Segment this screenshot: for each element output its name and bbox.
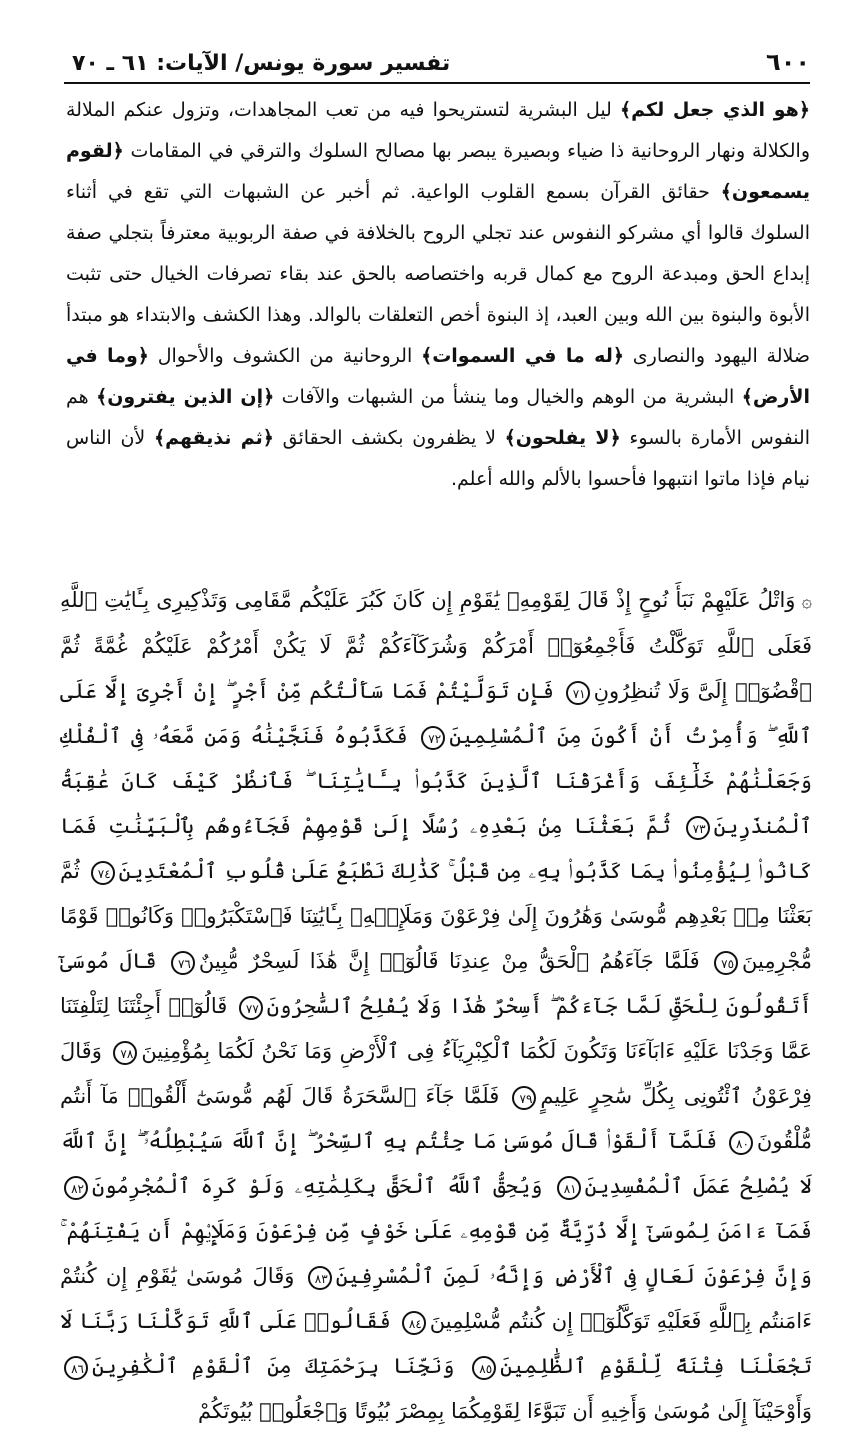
verse-text: فَلَمَّا جَآءَ ٱلسَّحَرَةُ قَالَ لَهُم مُّوسَىٰٓ أَلْقُوا۟ مَآ أَنتُم مُّلْقُونَ (60, 1084, 812, 1153)
quoted-verse: ﴿له ما في السموات﴾ (421, 345, 624, 367)
ayah-number-marker: ٨٢ (64, 1176, 88, 1200)
verse-text: قَالُوٓا۟ أَجِئْتَنَا لِتَلْفِتَنَا عَمَّا وَجَدْنَا عَلَيْهِ ءَابَآءَنَا وَتَكُونَ لَكُمَا ٱلْكِبْرِيَآءُ فِى ٱلْأَرْضِ وَمَا نَحْنُ لَكُمَا بِمُؤْمِنِينَ (60, 994, 812, 1063)
page-header (72, 36, 810, 82)
verse-text: ثُمَّ بَعَثْنَا مِنۢ بَعْدِهِۦ رُسُلًا إِلَىٰ قَوْمِهِمْ فَجَآءُوهُم بِٱلْبَيِّنَٰتِ فَمَا كَانُوا۟ لِيُؤْمِنُوا۟ بِمَا كَذَّبُوا۟ بِهِۦ مِن قَبْلُ ۚ كَذَٰلِكَ نَطْبَعُ عَلَىٰ قُلُوبِ ٱلْمُعْتَدِينَ (60, 814, 812, 883)
quran-paragraph (60, 578, 812, 1434)
page-number: ٦٠٠ (766, 48, 810, 76)
commentary-segment: الروحانية من الكشوف والأحوال (148, 345, 422, 367)
ayah-number-marker: ٨٤ (402, 1311, 426, 1335)
verse-text: وَيُحِقُّ ٱللَّهُ ٱلْحَقَّ بِكَلِمَٰتِهِۦ وَلَوْ كَرِهَ ٱلْمُجْرِمُونَ (92, 1174, 543, 1198)
verse-text: وَقَالَ مُوسَىٰ يَٰقَوْمِ إِن كُنتُمْ ءَامَنتُم بِٱللَّهِ فَعَلَيْهِ تَوَكَّلُوٓا۟ إِن كُنتُم مُّسْلِمِينَ (60, 1264, 812, 1333)
commentary-segment: لا يظفرون بكشف الحقائق (273, 427, 505, 449)
verse-text: وَقَالَ فِرْعَوْنُ ٱئْتُونِى بِكُلِّ سَٰحِرٍ عَلِيمٍ (60, 1039, 812, 1108)
verse-text: وَنَجِّنَا بِرَحْمَتِكَ مِنَ ٱلْقَوْمِ ٱلْكَٰفِرِينَ (92, 1354, 455, 1378)
ayah-number-marker: ٧٦ (171, 951, 195, 975)
ayah-number-marker: ٨٦ (64, 1356, 88, 1380)
commentary-segment: حقائق القرآن بسمع القلوب الواعية. ثم أخبر عن الشبهات التي تقع في أثناء السلوك قالوا أي مشركو النفوس عند تجلي الروح بالخلافة في صفة الربوبية معترفاً بتجلي صفة إبداع الحق ومبدعة الروح مع كمال قربه واختصاصه بالحق عند بقاء تصرفات الخيال حتى تثبت الأبوة والبنوة بين الله وبين العبد، إذ البنوة أخص التعلقات بالوالد. وهذا الكشف والابتداء هو مبتدأ ضلالة اليهود والنصارى (66, 181, 810, 367)
commentary-text (66, 90, 810, 500)
verse-text: وَأَوْحَيْنَآ إِلَىٰ مُوسَىٰ وَأَخِيهِ أَن تَبَوَّءَا لِقَوْمِكُمَا بِمِصْرَ بُيُوتًا وَٱجْعَلُوا۟ بُيُوتَكُمْ (197, 1399, 812, 1423)
ayah-number-marker: ٨٥ (472, 1356, 496, 1380)
ayah-number-marker: ٨٣ (308, 1266, 332, 1290)
commentary-paragraph (66, 90, 810, 500)
verse-text: فَلَمَّآ أَلْقَوْا۟ قَالَ مُوسَىٰ مَا جِئْتُم بِهِ ٱلسِّحْرُ ۖ إِنَّ ٱللَّهَ سَيُبْطِلُهُۥٓ ۖ إِنَّ ٱللَّهَ لَا يُصْلِحُ عَمَلَ ٱلْمُفْسِدِينَ (60, 1129, 812, 1198)
ayah-number-marker: ٧٣ (686, 816, 710, 840)
quran-text-block (60, 578, 812, 1434)
running-title: تفسير سورة يونس/ الآيات: ٦١ ـ ٧٠ (72, 51, 451, 76)
ayah-number-marker: ٨٠ (729, 1131, 753, 1155)
commentary-segment: لأن الناس نيام فإذا ماتوا انتبهوا فأحسوا بالألم والله أعلم. (66, 427, 810, 490)
quoted-verse: ﴿هو الذي جعل لكم﴾ (620, 99, 810, 121)
verse-text: فَإِن تَوَلَّيْتُمْ فَمَا سَأَلْتُكُم مِّنْ أَجْرٍ ۖ إِنْ أَجْرِىَ إِلَّا عَلَى ٱللَّهِ ۖ وَأُمِرْتُ أَنْ أَكُونَ مِنَ ٱلْمُسْلِمِينَ (60, 679, 812, 748)
quoted-verse: ﴿لا يفلحون﴾ (504, 427, 621, 449)
verse-text: فَكَذَّبُوهُ فَنَجَّيْنَٰهُ وَمَن مَّعَهُۥ فِى ٱلْفُلْكِ وَجَعَلْنَٰهُمْ خَلَٰٓئِفَ وَأَغْرَقْنَا ٱلَّذِينَ كَذَّبُوا۟ بِـَٔايَٰتِنَا ۖ فَٱنظُرْ كَيْفَ كَانَ عَٰقِبَةُ ٱلْمُنذَرِينَ (60, 724, 812, 838)
ayah-number-marker: ٧٤ (91, 861, 115, 885)
quoted-verse: ﴿إن الذين يفترون﴾ (96, 386, 275, 408)
ayah-number-marker: ٧٥ (714, 951, 738, 975)
quoted-verse: ﴿لقوم يسمعون﴾ (66, 140, 810, 203)
ayah-number-marker: ٨١ (557, 1176, 581, 1200)
ayah-number-marker: ٧٢ (421, 726, 445, 750)
ayah-number-marker: ٧٧ (239, 996, 263, 1020)
verse-text: فَلَمَّا جَآءَهُمُ ٱلْحَقُّ مِنْ عِندِنَا قَالُوٓا۟ إِنَّ هَٰذَا لَسِحْرٌ مُّبِينٌ (198, 949, 700, 973)
hizb-mark-icon: ۞ (801, 591, 812, 612)
ayah-number-marker: ٧٨ (113, 1041, 137, 1065)
header-divider (64, 82, 810, 84)
ayah-number-marker: ٧١ (566, 681, 590, 705)
verse-text: وَاتْلُ عَلَيْهِمْ نَبَأَ نُوحٍ إِذْ قَالَ لِقَوْمِهِۦ يَٰقَوْمِ إِن كَانَ كَبُرَ عَلَيْكُم مَّقَامِى وَتَذْكِيرِى بِـَٔايَٰتِ ٱللَّهِ فَعَلَى ٱللَّهِ تَوَكَّلْتُ فَأَجْمِعُوٓا۟ أَمْرَكُمْ وَشُرَكَآءَكُمْ ثُمَّ لَا يَكُنْ أَمْرُكُمْ عَلَيْكُمْ غُمَّةً ثُمَّ ٱقْضُوٓا۟ إِلَىَّ وَلَا تُنظِرُونِ (60, 588, 812, 703)
commentary-segment: ليل البشرية لتستريحوا فيه من تعب المجاهدات، وتزول عنكم الملالة والكلالة ونهار الروحانية ذا ضياء وبصيرة يبصر بها مصالح السلوك والترقي في المقامات (66, 99, 810, 162)
commentary-segment: هم النفوس الأمارة بالسوء (66, 386, 810, 449)
ayah-number-marker: ٧٩ (512, 1086, 536, 1110)
verse-text: قَالَ مُوسَىٰٓ أَتَقُولُونَ لِلْحَقِّ لَمَّا جَآءَكُمْ ۖ أَسِحْرٌ هَٰذَا وَلَا يُفْلِحُ ٱلسَّٰحِرُونَ (60, 949, 812, 1018)
quoted-verse: ﴿وما في الأرض﴾ (66, 345, 810, 408)
verse-text: ثُمَّ بَعَثْنَا مِنۢ بَعْدِهِم مُّوسَىٰ وَهَٰرُونَ إِلَىٰ فِرْعَوْنَ وَمَلَإِي۟هِۦ بِـَٔايَٰتِنَا فَٱسْتَكْبَرُوا۟ وَكَانُوا۟ قَوْمًا مُّجْرِمِينَ (60, 859, 813, 973)
quoted-verse: ﴿ثم نذيقهم﴾ (153, 427, 274, 449)
verse-text: فَقَالُوا۟ عَلَى ٱللَّهِ تَوَكَّلْنَا رَبَّنَا لَا تَجْعَلْنَا فِتْنَةً لِّلْقَوْمِ ٱلظَّٰلِمِينَ (60, 1309, 812, 1378)
commentary-segment: البشرية من الوهم والخيال وما ينشأ من الشبهات والآفات (274, 386, 742, 408)
verse-text: فَمَآ ءَامَنَ لِمُوسَىٰٓ إِلَّا ذُرِّيَّةٌ مِّن قَوْمِهِۦ عَلَىٰ خَوْفٍ مِّن فِرْعَوْنَ وَمَلَإِي۟هِمْ أَن يَفْتِنَهُمْ ۚ وَإِنَّ فِرْعَوْنَ لَعَالٍ فِى ٱلْأَرْضِ وَإِنَّهُۥ لَمِنَ ٱلْمُسْرِفِينَ (60, 1219, 812, 1288)
